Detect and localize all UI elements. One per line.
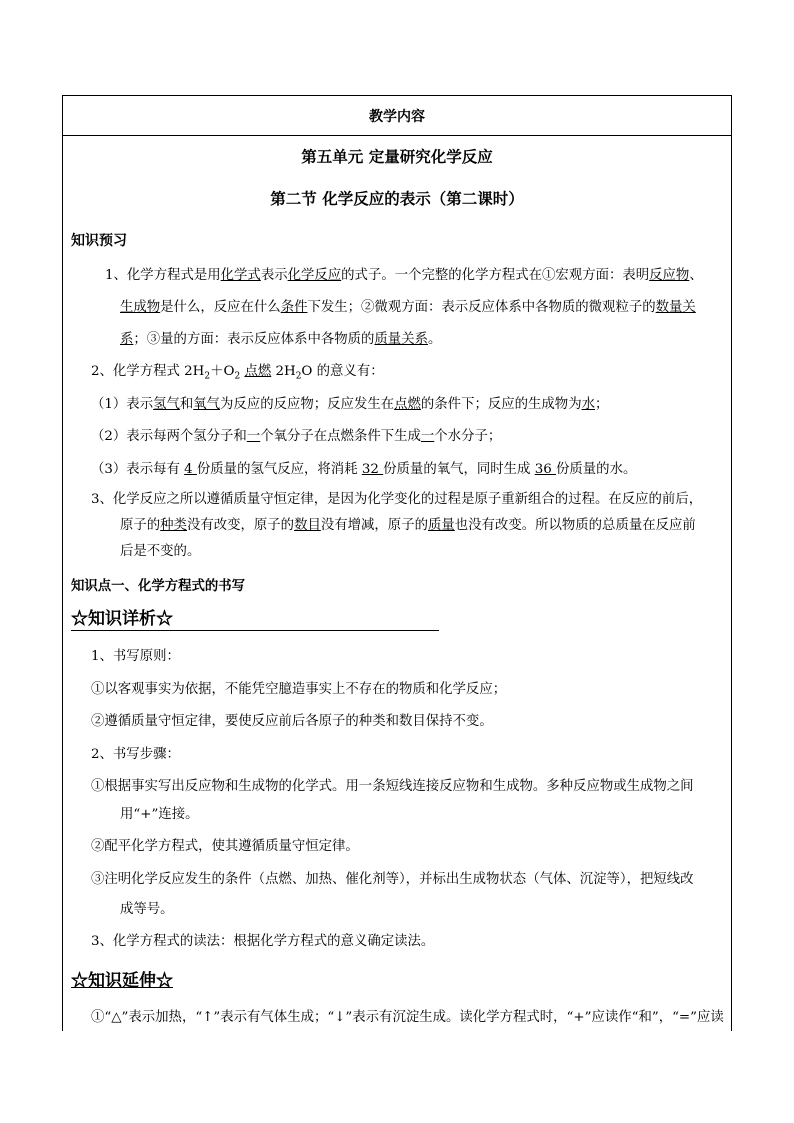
analysis-line-2: ①以客观事实为依据，不能凭空臆造事实上不存在的物质和化学反应； bbox=[91, 682, 507, 697]
preview-item-3-line-3: 后是不变的。 bbox=[120, 544, 201, 559]
preview-item-3-line-2: 原子的种类没有改变，原子的数目没有增减，原子的质量也没有改变。所以物质的总质量在反应前 bbox=[120, 518, 696, 533]
analysis-line-10: 3、化学方程式的读法：根据化学方程式的意义确定读法。 bbox=[91, 934, 435, 949]
unit-title: 第五单元 定量研究化学反应 bbox=[301, 147, 493, 166]
preview-item-1-line-2: 生成物是什么，反应在什么条件下发生；②微观方面：表示反应体系中各物质的微观粒子的数量关 bbox=[120, 300, 696, 315]
preview-item-2: 2、化学方程式 $2H_2+O_2$ 点燃 $2H_2O$ 的意义有： bbox=[91, 364, 384, 382]
preview-meaning-2: （2）表示每两个氢分子和一个氧分子在点燃条件下生成一个水分子； bbox=[91, 429, 502, 444]
analysis-line-5: ①根据事实写出反应物和生成物的化学式。用一条短线连接反应物和生成物。多种反应物或生成物之间 bbox=[91, 779, 694, 794]
point-1-heading: 知识点一、化学方程式的书写 bbox=[71, 578, 246, 594]
analysis-line-7: ②配平化学方程式，使其遵循质量守恒定律。 bbox=[91, 839, 359, 854]
analysis-line-3: ②遵循质量守恒定律，要使反应前后各原子的种类和数目保持不变。 bbox=[91, 714, 493, 729]
analysis-line-1: 1、书写原则： bbox=[91, 649, 180, 664]
analysis-heading-rule bbox=[71, 630, 439, 631]
extension-line-1: ①“△”表示加热，“↑”表示有气体生成；“↓”表示有沉淀生成。读化学方程式时，“+”应读作“和”，“=”应读 bbox=[91, 1010, 724, 1025]
preview-item-1-line-3: 系；③量的方面：表示反应体系中各物质的质量关系。 bbox=[120, 332, 442, 347]
analysis-line-6: 用“+”连接。 bbox=[120, 807, 199, 822]
lesson-table bbox=[62, 95, 732, 1031]
analysis-line-9: 成等号。 bbox=[120, 902, 174, 917]
analysis-line-8: ③注明化学反应发生的条件（点燃、加热、催化剂等），并标出生成物状态（气体、沉淀等），把短线改 bbox=[91, 872, 694, 887]
preview-meaning-1: （1）表示氢气和氧气为反应的反应物；反应发生在点燃的条件下；反应的生成物为水； bbox=[91, 397, 609, 412]
preview-heading: 知识预习 bbox=[71, 233, 127, 249]
analysis-line-4: 2、书写步骤： bbox=[91, 747, 180, 762]
preview-item-3-line-1: 3、化学反应之所以遵循质量守恒定律，是因为化学变化的过程是原子重新组合的过程。在反应的前后， bbox=[91, 492, 703, 507]
analysis-heading: ☆知识详析☆ bbox=[71, 609, 173, 629]
preview-item-1-line-1: 1、化学方程式是用化学式表示化学反应的式子。一个完整的化学方程式在①宏观方面：表明反应物、 bbox=[105, 268, 703, 283]
section-title: 第二节 化学反应的表示（第二课时） bbox=[270, 189, 524, 208]
header-label: 教学内容 bbox=[369, 108, 425, 125]
extension-heading: ☆知识延伸☆ bbox=[71, 971, 173, 991]
preview-meaning-3: （3）表示每有 4 份质量的氢气反应，将消耗 32 份质量的氧气，同时生成 36 份质量的水。 bbox=[91, 462, 637, 477]
table-header bbox=[63, 96, 731, 136]
